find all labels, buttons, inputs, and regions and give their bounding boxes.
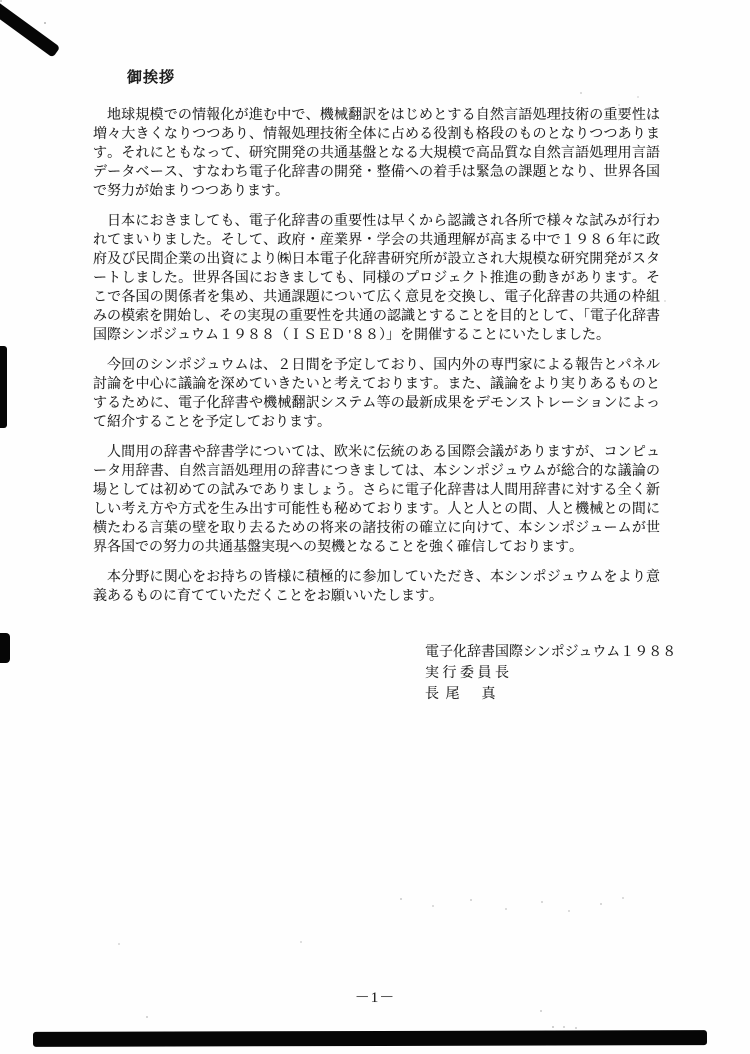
scan-artifact-bottom-bar <box>33 1030 707 1047</box>
scan-artifact-corner-mark <box>0 0 60 58</box>
signature-role: 実 行 委 員 長 <box>425 666 509 681</box>
paragraph-symposium-plan: 今回のシンポジュウムは、２日間を予定しており、国内外の専門家による報告とパネル討論を中心に議論を深めていきたいと考えております。また、議論をより実りあるものとするために、電子化辞書や機械翻訳システム等の最新成果をデモンストレーションによって紹介することを予定しております。 <box>93 358 660 430</box>
paragraph-significance: 人間用の辞書や辞書学については、欧米に伝統のある国際会議がありますが、コンピュータ用辞書、自然言語処理用の辞書につきましては、本シンポジュウムが総合的な議論の場としては初めての試みでありましょう。さらに電子化辞書は人間用辞書に対する全く新しい考え方や方式を生み出す可能性も秘めております。人と人との間、人と機械との間に横たわる言葉の壁を取り去るための将来の諸技術の確立に向けて、本シンポジュームが世界各国での努力の共通基盤実現への契機となることを強く確信しております。 <box>93 445 660 555</box>
paragraph-intro: 地球規模での情報化が進む中で、機械翻訳をはじめとする自然言語処理技術の重要性は増々大きくなりつつあり、情報処理技術全体に占める役割も格段のものとなりつつあります。それにともなって、研究開発の共通基盤となる大規模で高品質な自然言語処理用言語データベース、すなわち電子化辞書の開発・整備への着手は緊急の課題となり、世界各国で努力が始まりつつあります。 <box>93 108 660 199</box>
body-text <box>93 106 660 617</box>
scan-noise-specks <box>0 0 2 2</box>
scan-artifact-left-bar <box>0 346 7 428</box>
page-number: －1－ <box>354 990 396 1006</box>
signature-name: 長 尾 真 <box>425 687 497 702</box>
paragraph-closing-request: 本分野に関心をお持ちの皆様に積極的に参加していただき、本シンポジュウムをより意義あるものに育てていただくことをお願いいたします。 <box>93 570 660 604</box>
page-title: 御挨拶 <box>127 70 176 86</box>
signature-block <box>425 642 676 705</box>
paragraph-japan-efforts: 日本におきましても、電子化辞書の重要性は早くから認識され各所で様々な試みが行われてまいりました。そして、政府・産業界・学会の共通理解が高まる中で１９８６年に政府及び民間企業の出資により㈱日本電子化辞書研究所が設立され大規模な研究開発がスタートしました。世界各国におきましても、同様のプロジェクト推進の動きがあります。そこで各国の関係者を集め、共通課題について広く意見を交換し、電子化辞書の共通の枠組みの模索を開始し、その実現の重要性を共通の認識とすることを目的として、「電子化辞書国際シンポジュウム１９８８（ＩＳＥＤ '８８）」を開催することにいたしました。 <box>93 214 660 343</box>
scan-artifact-left-blob <box>0 633 10 663</box>
signature-organization: 電子化辞書国際シンポジュウム１９８８ <box>425 645 677 660</box>
